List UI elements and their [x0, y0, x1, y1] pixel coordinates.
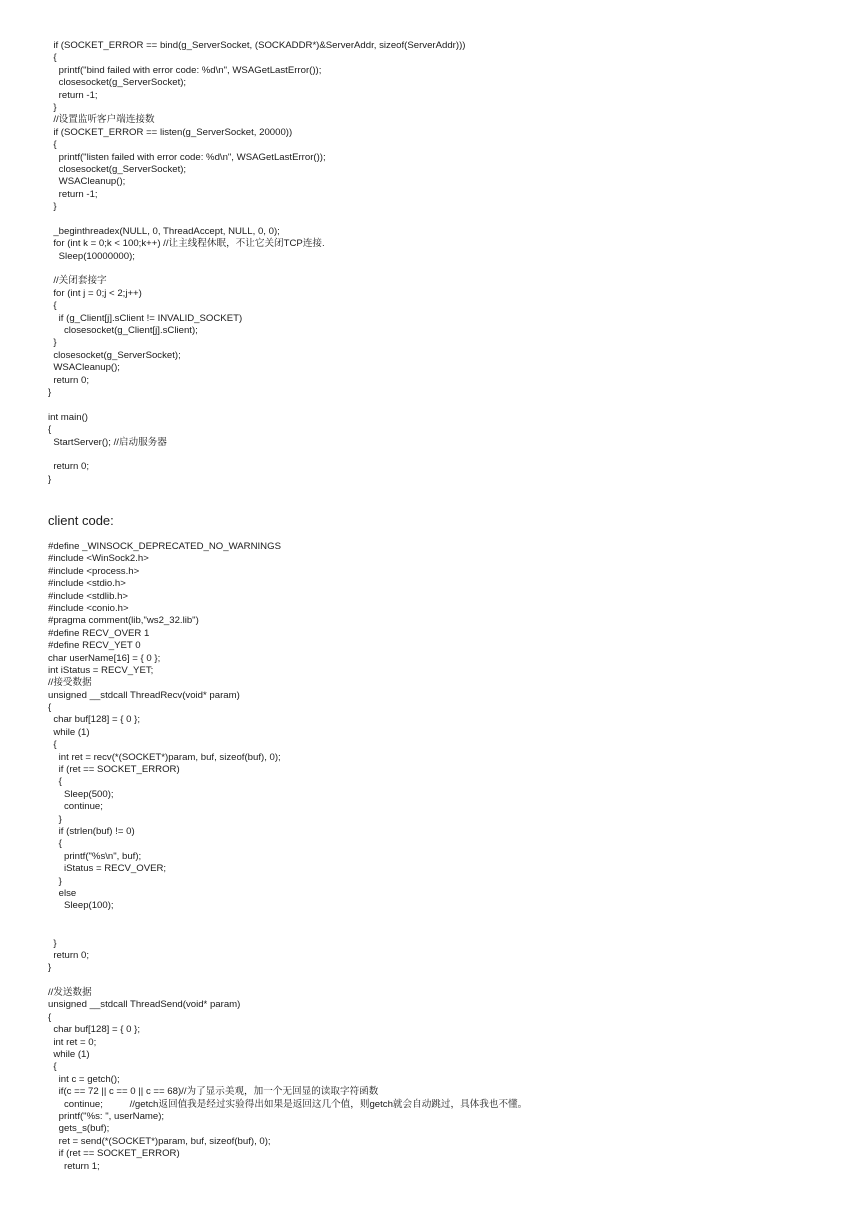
code-line: {	[48, 300, 57, 312]
code-line: }	[48, 937, 57, 949]
code-line: }	[48, 813, 62, 825]
code-line: closesocket(g_ServerSocket);	[48, 77, 187, 89]
code-line: #define _WINSOCK_DEPRECATED_NO_WARNINGS	[48, 541, 281, 552]
code-line: WSACleanup();	[48, 362, 120, 374]
code-line: Sleep(10000000);	[48, 250, 135, 262]
code-line: closesocket(g_ServerSocket);	[48, 349, 181, 361]
code-line: StartServer(); //启动服务器	[48, 436, 167, 448]
code-line: closesocket(g_Client[j].sClient);	[48, 324, 198, 336]
code-line: #pragma comment(lib,"ws2_32.lib")	[48, 615, 199, 627]
code-line: unsigned __stdcall ThreadSend(void* param)	[48, 999, 241, 1011]
code-line: #define RECV_YET 0	[48, 640, 141, 652]
code-line: printf("listen failed with error code: %d\n", WSAGetLastError());	[48, 151, 326, 163]
code-line: gets_s(buf);	[48, 1123, 110, 1135]
code-line	[48, 263, 465, 275]
code-line: {	[48, 739, 57, 751]
code-line: {	[48, 139, 57, 151]
code-line: char userName[16] = { 0 };	[48, 652, 161, 664]
code-line: if (ret == SOCKET_ERROR)	[48, 1148, 180, 1160]
code-line	[48, 449, 465, 461]
code-line: return 1;	[48, 1160, 100, 1172]
code-line: continue;	[48, 801, 103, 813]
code-line: while (1)	[48, 726, 90, 738]
code-line: char buf[128] = { 0 };	[48, 714, 141, 726]
code-line: }	[48, 337, 57, 349]
code-line: return 0;	[48, 949, 90, 961]
code-line: {	[48, 1061, 57, 1073]
client-code-block	[48, 541, 527, 1173]
code-line: //发送数据	[48, 987, 92, 999]
code-line: char buf[128] = { 0 };	[48, 1024, 141, 1036]
code-line: closesocket(g_ServerSocket);	[48, 163, 187, 175]
code-line: Sleep(100);	[48, 900, 114, 912]
code-line	[48, 399, 465, 411]
code-line: _beginthreadex(NULL, 0, ThreadAccept, NULL, 0, 0);	[48, 225, 280, 237]
code-line: for (int k = 0;k < 100;k++) //让主线程休眠，不让它关闭TCP连接.	[48, 238, 325, 250]
code-line: //关闭套接字	[48, 275, 107, 287]
code-line	[48, 913, 527, 925]
code-line: printf("%s\n", buf);	[48, 850, 142, 862]
code-line: if (ret == SOCKET_ERROR)	[48, 764, 180, 776]
code-line: while (1)	[48, 1049, 90, 1061]
code-line: }	[48, 962, 52, 974]
code-line: Sleep(500);	[48, 788, 114, 800]
code-line: for (int j = 0;j < 2;j++)	[48, 287, 142, 299]
code-line: if(c == 72 || c == 0 || c == 68)//为了显示美观，加一个无回显的读取字符函数	[48, 1086, 379, 1098]
code-line: return 0;	[48, 374, 90, 386]
code-line: return -1;	[48, 89, 98, 101]
client-code-heading: client code:	[48, 513, 114, 528]
code-line: int ret = recv(*(SOCKET*)param, buf, sizeof(buf), 0);	[48, 751, 281, 763]
code-line: unsigned __stdcall ThreadRecv(void* param)	[48, 689, 240, 701]
code-line: }	[48, 875, 62, 887]
code-line: int iStatus = RECV_YET;	[48, 664, 154, 676]
code-line: }	[48, 101, 57, 113]
code-line: iStatus = RECV_OVER;	[48, 863, 167, 875]
code-line	[48, 213, 465, 225]
server-code-block	[48, 40, 465, 486]
code-line: return 0;	[48, 461, 90, 473]
code-line: int c = getch();	[48, 1073, 120, 1085]
code-line	[48, 975, 527, 987]
code-line: #include <process.h>	[48, 565, 140, 577]
code-line: {	[48, 52, 57, 64]
code-line: printf("bind failed with error code: %d\n", WSAGetLastError());	[48, 64, 322, 76]
code-line: #include <conio.h>	[48, 602, 129, 614]
code-line: if (SOCKET_ERROR == bind(g_ServerSocket, (SOCKADDR*)&ServerAddr, sizeof(ServerAddr)))	[48, 40, 466, 51]
code-line: ret = send(*(SOCKET*)param, buf, sizeof(buf), 0);	[48, 1135, 271, 1147]
code-line: return -1;	[48, 188, 98, 200]
code-line: {	[48, 1011, 52, 1023]
code-line: else	[48, 887, 77, 899]
code-line: if (SOCKET_ERROR == listen(g_ServerSocket, 20000))	[48, 126, 293, 138]
code-line: #define RECV_OVER 1	[48, 627, 150, 639]
code-line: continue; //getch返回值我是经过实验得出如果是返回这几个值，则getch就会自动跳过，具体我也不懂。	[48, 1098, 528, 1110]
code-line: printf("%s: ", userName);	[48, 1110, 165, 1122]
code-line: }	[48, 201, 57, 213]
code-line: //接受数据	[48, 677, 92, 689]
code-line: {	[48, 424, 52, 436]
code-line: {	[48, 702, 52, 714]
code-line: //设置监听客户端连接数	[48, 114, 155, 126]
code-line: {	[48, 776, 62, 788]
code-line: }	[48, 386, 52, 398]
code-line	[48, 925, 527, 937]
code-line: if (strlen(buf) != 0)	[48, 825, 135, 837]
code-line: #include <WinSock2.h>	[48, 553, 149, 565]
code-line: #include <stdio.h>	[48, 578, 126, 590]
code-line: }	[48, 473, 52, 485]
code-line: WSACleanup();	[48, 176, 126, 188]
code-line: if (g_Client[j].sClient != INVALID_SOCKET)	[48, 312, 243, 324]
code-line: int main()	[48, 411, 88, 423]
code-line: #include <stdlib.h>	[48, 590, 129, 602]
code-line: {	[48, 838, 62, 850]
code-line: int ret = 0;	[48, 1036, 97, 1048]
